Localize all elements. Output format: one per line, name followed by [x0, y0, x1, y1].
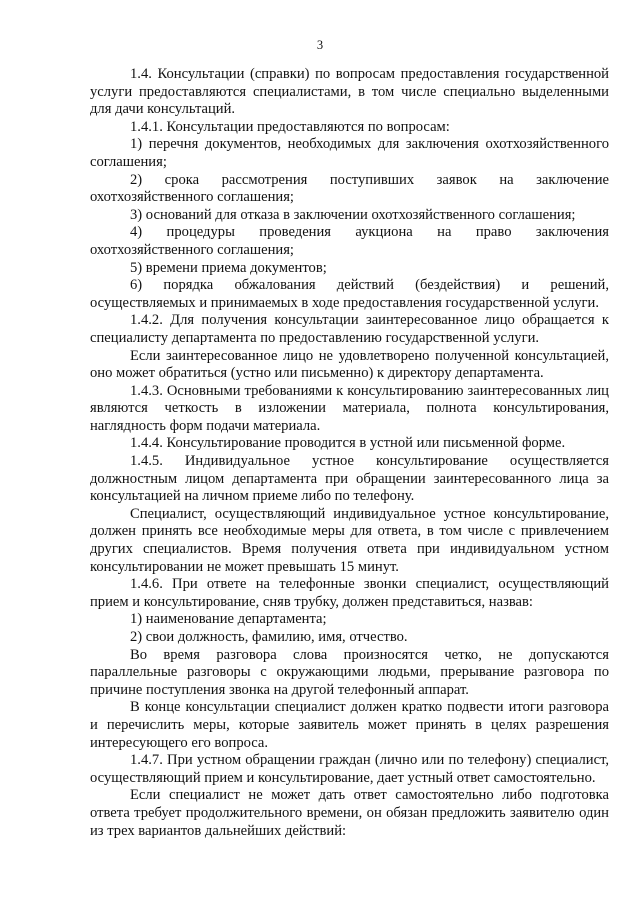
page-number: 3: [316, 38, 324, 52]
paragraph-1-4-3: 1.4.3. Основными требованиями к консультированию заинтересованных лиц являются четкость в изложении материала, полнота консультирования, наглядность форм подачи материала.: [90, 382, 609, 434]
paragraph-specialist-oral: Специалист, осуществляющий индивидуальное устное консультирование, должен принять все необходимые меры для ответа, в том числе с привлечением других специалистов. Время получения ответа при индивидуальном устном консультировании не может превышать 15 минут.: [90, 505, 609, 575]
document-body: [90, 66, 609, 840]
list-item-5: 5) времени приема документов;: [130, 259, 327, 276]
paragraph-1-4-7: 1.4.7. При устном обращении граждан (лично или по телефону) специалист, осуществляющий прием и консультирование, дает устный ответ самостоятельно.: [90, 752, 609, 786]
paragraph-options: Если специалист не может дать ответ самостоятельно либо подготовка ответа требует продолжительного времени, он обязан предложить заявителю один из трех вариантов дальнейших действий:: [90, 787, 609, 839]
list-item-4: 4) процедуры проведения аукциона на право заключения охотхозяйственного соглашения;: [90, 224, 609, 258]
paragraph-not-satisfied: Если заинтересованное лицо не удовлетворено полученной консультацией, оно может обратиться (устно или письменно) к директору департамента.: [90, 347, 609, 382]
paragraph-1-4-1: 1.4.1. Консультации предоставляются по вопросам:: [130, 118, 450, 135]
paragraph-1-4: 1.4. Консультации (справки) по вопросам предоставления государственной услуги предоставляются специалистами, в том числе специально выделенными для дачи консультаций.: [90, 66, 609, 118]
list-item-6: 6) порядка обжалования действий (бездействия) и решений, осуществляемых и принимаемых в ходе предоставления государственной услуги.: [90, 277, 609, 311]
list-item-1: 1) перечня документов, необходимых для заключения охотхозяйственного соглашения;: [90, 136, 609, 170]
paragraph-end-consultation: В конце консультации специалист должен кратко подвести итоги разговора и перечислить меры, которые заявитель может принять в целях разрешения интересующего его вопроса.: [90, 699, 609, 751]
paragraph-1-4-6: 1.4.6. При ответе на телефонные звонки специалист, осуществляющий прием и консультирование, сняв трубку, должен представиться, назвав:: [90, 576, 609, 610]
list-item-2: 2) срока рассмотрения поступивших заявок на заключение охотхозяйственного соглашения;: [90, 171, 609, 206]
paragraph-conversation: Во время разговора слова произносятся четко, не допускаются параллельные разговоры с окружающими людьми, прерывание разговора по причине поступления звонка на другой телефонный аппарат.: [90, 646, 609, 698]
paragraph-1-4-2: 1.4.2. Для получения консультации заинтересованное лицо обращается к специалисту департамента по предоставлению государственной услуги.: [90, 312, 609, 346]
phone-item-2: 2) свои должность, фамилию, имя, отчество.: [130, 629, 408, 645]
list-item-3: 3) оснований для отказа в заключении охотхозяйственного соглашения;: [130, 206, 576, 223]
paragraph-1-4-4: 1.4.4. Консультирование проводится в устной или письменной форме.: [130, 435, 566, 452]
phone-item-1: 1) наименование департамента;: [130, 611, 327, 628]
paragraph-1-4-5: 1.4.5. Индивидуальное устное консультирование осуществляется должностным лицом департамента при обращении заинтересованного лица за консультацией на личном приеме либо по телефону.: [90, 453, 609, 505]
